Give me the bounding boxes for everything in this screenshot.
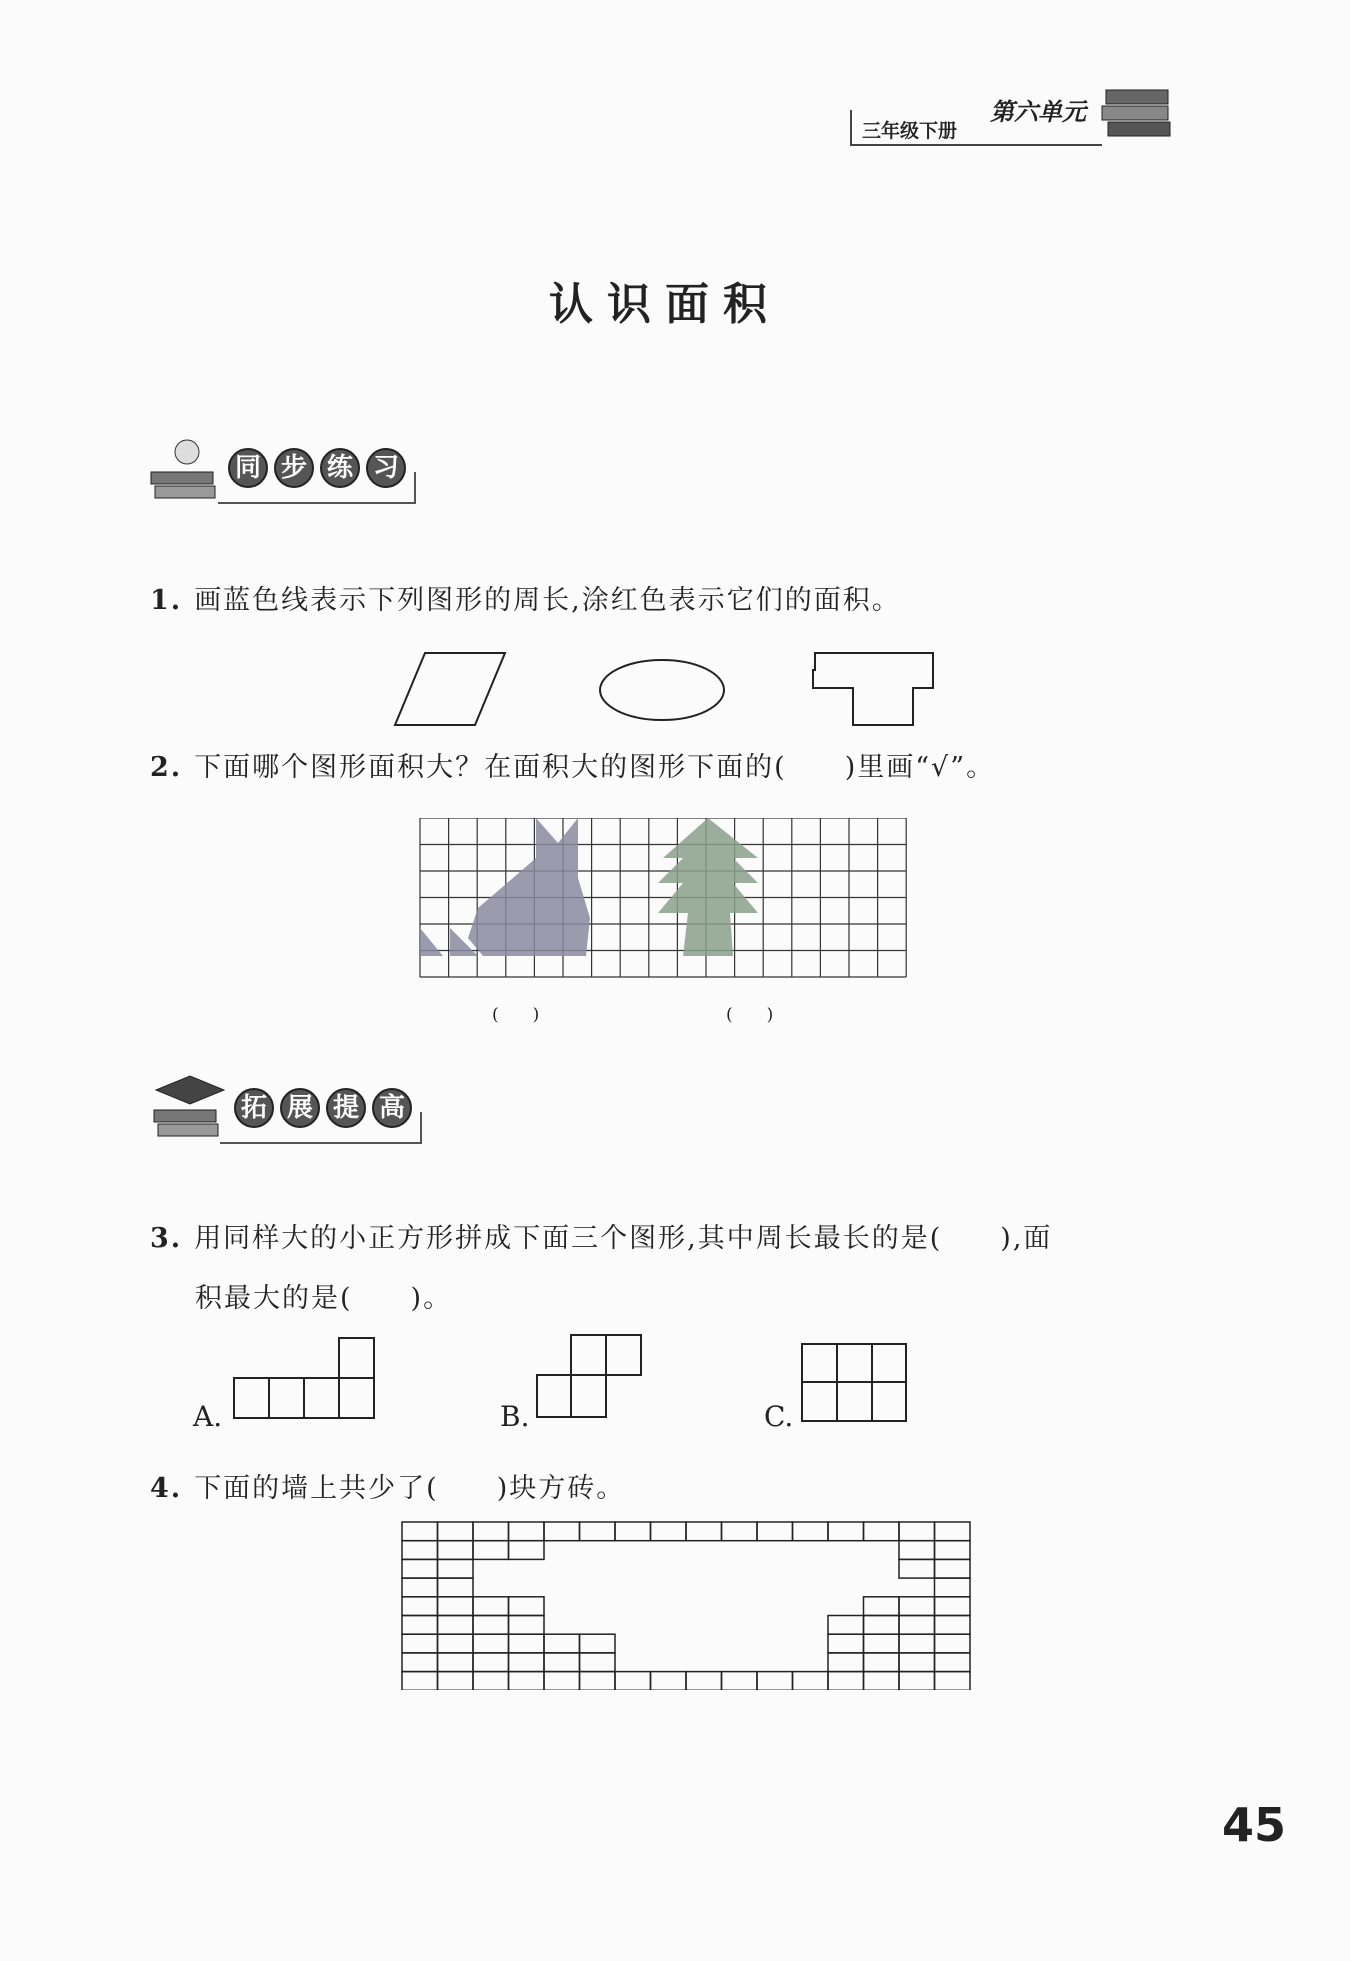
- page-number: 45: [1222, 1798, 1287, 1852]
- option-a-figure: [232, 1336, 378, 1422]
- cat-shape: [468, 818, 590, 956]
- q2-grid-figure: [418, 818, 910, 982]
- tree-shape: [658, 818, 758, 956]
- ellipse-shape: [600, 660, 724, 720]
- option-a-label: A.: [193, 1400, 223, 1433]
- lamp-books-icon: [145, 432, 225, 512]
- q2-answer-left[interactable]: ( ): [492, 1005, 540, 1025]
- brick-wall-figure: [400, 1520, 974, 1690]
- option-b-figure: [535, 1333, 645, 1423]
- question-1: 1. 画蓝色线表示下列图形的周长,涂红色表示它们的面积。: [150, 585, 901, 616]
- question-3-line2: 积最大的是( )。: [195, 1283, 453, 1314]
- graduation-books-icon: [148, 1070, 228, 1150]
- parallelogram-shape: [395, 653, 505, 725]
- question-3-line1: 3. 用同样大的小正方形拼成下面三个图形,其中周长最长的是( ),面: [150, 1223, 1053, 1254]
- q2-answer-right[interactable]: ( ): [726, 1005, 774, 1025]
- option-b-label: B.: [500, 1400, 530, 1433]
- option-c-label: C.: [764, 1400, 794, 1433]
- section-practice-title: 同 步 练 习: [228, 448, 412, 488]
- l-shape: [813, 653, 933, 725]
- question-4: 4. 下面的墙上共少了( )块方砖。: [150, 1473, 626, 1504]
- question-2: 2. 下面哪个图形面积大？在面积大的图形下面的( )里画“√”。: [150, 752, 996, 783]
- unit-label: 第六单元: [990, 98, 1086, 126]
- grade-label: 三年级下册: [862, 120, 958, 142]
- section-extend-title: 拓 展 提 高: [234, 1088, 418, 1128]
- option-c-figure: [800, 1342, 910, 1426]
- books-icon: [1100, 80, 1180, 152]
- q1-shapes: [390, 650, 950, 730]
- page-title: 认识面积: [549, 279, 781, 330]
